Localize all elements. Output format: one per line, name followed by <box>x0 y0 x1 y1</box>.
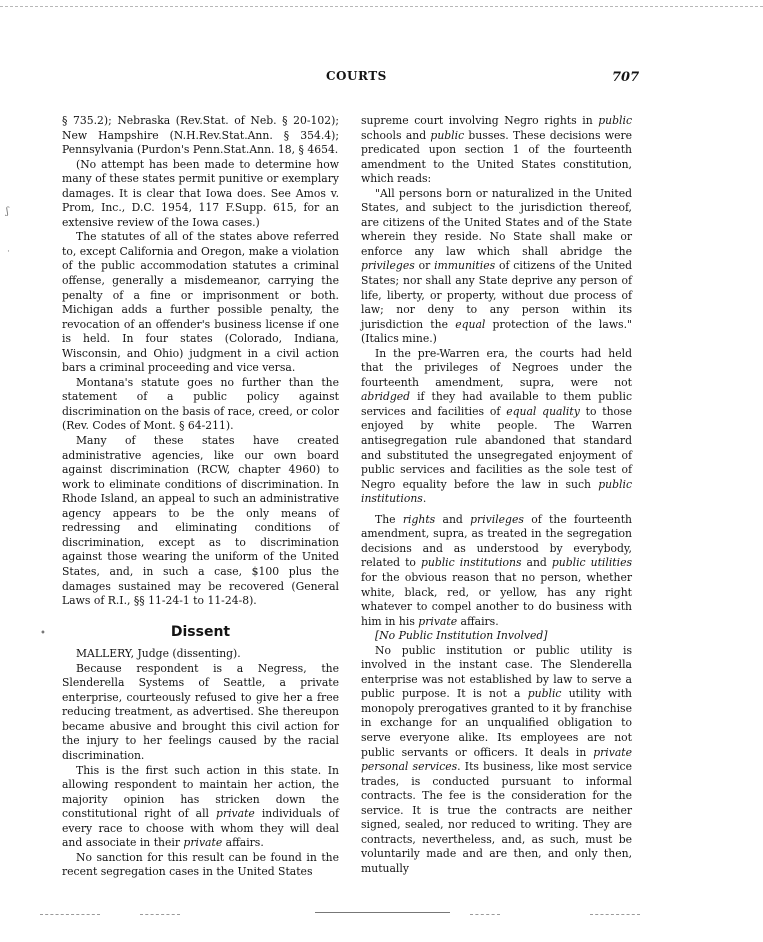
scan-artifact <box>470 914 500 915</box>
paragraph: In the pre-Warren era, the courts had held that the privileges of Negroes under the fourteenth amendment, supra, were not abridged if they had available to them public services and facilities of equal quality to those enjoyed by white people. The Warren antisegregation rule abandoned that standard and substituted the unsegregated enjoyment of public services and facilities as the sole test of Negro equality before the law in such public institutions. <box>361 346 632 506</box>
margin-mark: • <box>40 628 46 639</box>
page-number: 707 <box>612 70 640 85</box>
margin-mark: ˙ <box>6 250 11 261</box>
paragraph: Many of these states have created administrative agencies, like our own board against discrimination (RCW, chapter 4960) to work to eliminate conditions of discrimination. In Rhode Island, an appeal to such an administrative agency appears to be the only means of redressing and eliminating conditions of discrimination, except as to discrimination against those wearing the uniform of the United States, and, in such a case, $100 plus the damages sustained may be recovered (General Laws of R.I., §§ 11-24-1 to 11-24-8). <box>62 434 339 608</box>
paragraph: No sanction for this result can be found in the recent segregation cases in the United States <box>62 850 339 879</box>
paragraph: The statutes of all of the states above referred to, except California and Oregon, make a violation of the public accommodation statutes a criminal offense, generally a misdemeanor, carrying the penalty of a fine or imprisonment or both. Michigan adds a further possible penalty, the revocation of an offender's business license if one is held. In four states (Colorado, Indiana, Wisconsin, and Ohio) judgment in a civil action bars a criminal proceeding and vice versa. <box>62 230 339 375</box>
subheading: [No Public Institution Involved] <box>375 629 548 643</box>
paragraph: The rights and privileges of the fourteenth amendment, supra, as treated in the segregation decisions and as understood by everybody, related to public institutions and public utilities for the obvious reason that no person, whether white, black, red, or yellow, has any right whatever to compel another to do business with him in his private affairs. <box>361 512 632 628</box>
scan-artifact <box>140 914 180 915</box>
paragraph: (No attempt has been made to determine how many of these states permit punitive or exemplary damages. It is clear that Iowa does. See Amos v. Prom, Inc., D.C. 1954, 117 F.Supp. 615, for an extensive review of the Iowa cases.) <box>62 157 339 229</box>
paragraph: No public institution or public utility is involved in the instant case. The Slenderella enterprise was not established by law to serve a public purpose. It is not a public utility with monopoly prerogatives granted to it by franchise in exchange for an unqualified obligation to serve everyone alike. Its employees are not public servants or officers. It deals in private personal services. Its business, like most service trades, is conducted pursuant to informal contracts. The fee is the consideration for the service. It is true the contracts are neither signed, sealed, nor reduced to writing. They are contracts, nevertheless, and, as such, must be voluntarily made and are then, and only then, mutually <box>361 643 633 875</box>
paragraph: Because respondent is a Negress, the Slenderella Systems of Seattle, a private enterprise, courteously refused to give her a free reducing treatment, as advertised. She thereupon became abusive and brought this civil action for the injury to her feelings caused by the racial discrimination. <box>62 661 339 762</box>
margin-mark: ʃ <box>6 206 9 217</box>
judge-line: MALLERY, Judge (dissenting). <box>76 647 241 661</box>
paragraph: § 735.2); Nebraska (Rev.Stat. of Neb. § 20-102); New Hampshire (N.H.Rev.Stat.Ann. § 354.4); Pennsylvania (Purdon's Penn.Stat.Ann. 18, § 4654. <box>62 114 339 157</box>
scan-artifact <box>315 912 450 913</box>
paragraph: Montana's statute goes no further than the statement of a public policy against discrimination on the basis of race, creed, or color (Rev. Codes of Mont. § 64-211). <box>62 375 339 433</box>
paragraph: This is the first such action in this state. In allowing respondent to maintain her action, the majority opinion has stricken down the constitutional right of all private individuals of every race to choose with whom they will deal and associate in their private affairs. <box>62 763 339 850</box>
paragraph: supreme court involving Negro rights in public schools and public busses. These decisions were predicated upon section 1 of the fourteenth amendment to the United States constitution, which reads: <box>361 114 633 186</box>
scan-artifact <box>40 914 100 915</box>
right-column <box>361 114 632 876</box>
section-heading: Dissent <box>170 623 231 640</box>
scan-artifact <box>590 914 640 915</box>
running-header: COURTS <box>326 69 387 83</box>
scan-top-edge <box>0 6 763 7</box>
left-column <box>62 114 339 880</box>
block-quote: "All persons born or naturalized in the United States, and subject to the jurisdiction thereof, are citizens of the United States and of the State wherein they reside. No State shall make or enforce any law which shall abridge the privileges or immunities of citizens of the United States; nor shall any State deprive any person of life, liberty, or property, without due process of law; nor deny to any person within its jurisdiction the equal protection of the laws." (Italics mine.) <box>361 186 632 346</box>
